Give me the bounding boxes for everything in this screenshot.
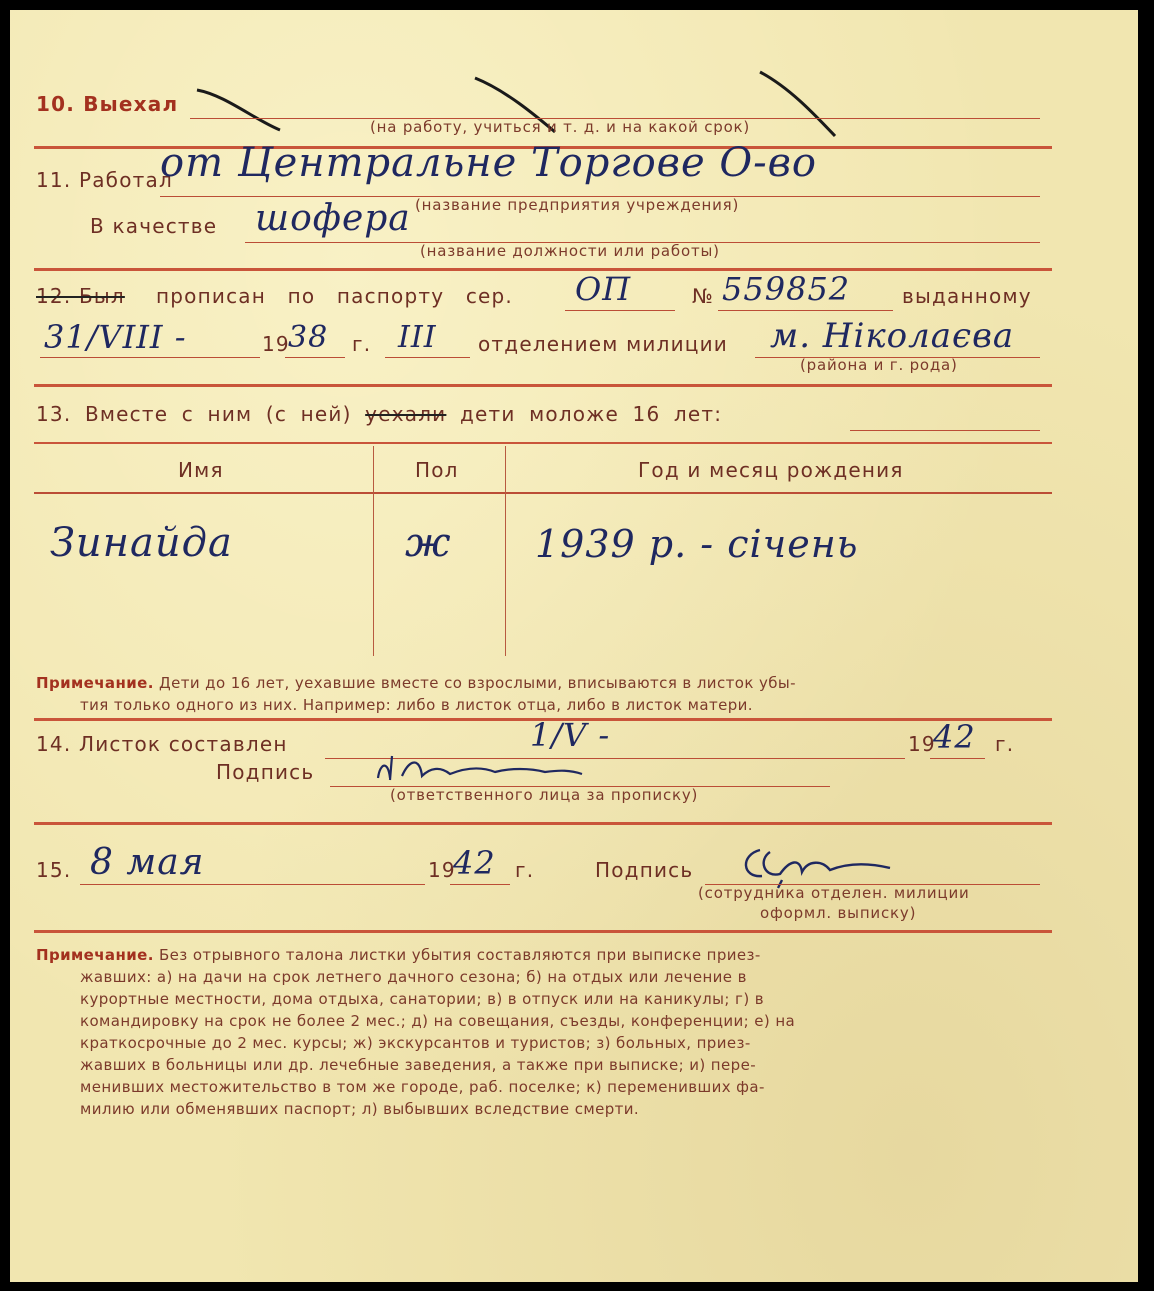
compiled-year: 42 (933, 718, 976, 756)
field-15-caption-2: оформл. выписку) (760, 904, 917, 922)
table-column-divider (373, 446, 374, 656)
number-sign: № (692, 284, 715, 308)
column-sex-header: Пол (415, 458, 459, 482)
field-11-role: шофера (255, 198, 411, 239)
note-2-line-8: милию или обменявших паспорт; л) выбывших вследствие смерти. (80, 1100, 640, 1118)
militia-officer-signature (730, 830, 930, 890)
number-line (718, 310, 893, 311)
table-column-divider (505, 446, 506, 656)
note-2-line-3: курортные местности, дома отдыха, санатории; в) в отпуск или на каникулы; г) в (80, 990, 764, 1008)
field-11-employer: от Центральне Торгове О-во (160, 140, 817, 186)
place-caption: (района и г. рода) (800, 356, 958, 374)
department-line (385, 357, 470, 358)
compiled-year-prefix: 19 (908, 732, 936, 756)
divider (34, 268, 1052, 271)
issue-date: 31/VIII - (44, 318, 187, 356)
child-name: Зинайда (50, 520, 233, 566)
note-2-line-1: Примечание. Без отрывного талона листки убытия составляются при выписке приез- (36, 946, 761, 964)
issue-year-line (285, 357, 345, 358)
issue-date-line (40, 357, 260, 358)
departure-form-sheet (10, 10, 1138, 1282)
child-sex: ж (405, 520, 452, 566)
series-line (565, 310, 675, 311)
divider (34, 384, 1052, 387)
note-2-line-4: командировку на срок не более 2 мес.; д) на совещания, съезды, конференции; е) на (80, 1012, 796, 1030)
field-15-line (80, 884, 425, 885)
field-14-sign-label: Подпись (216, 760, 315, 784)
field-12-label-a: 12. Был (36, 284, 125, 308)
field-10-caption: (на работу, учиться и т. д. и на какой срок) (370, 118, 751, 136)
divider (34, 930, 1052, 933)
field-14-label: 14. Листок составлен (36, 732, 288, 756)
checkout-year-line (450, 884, 510, 885)
field-11-label: 11. Работал (36, 168, 173, 192)
field-15-caption-1: (сотрудника отделен. милиции (698, 884, 970, 902)
column-name-header: Имя (178, 458, 224, 482)
passport-series: ОП (575, 270, 632, 308)
note-2-line-6: жавших в больницы или др. лечебные заведения, а также при выписке; и) пере- (80, 1056, 757, 1074)
checkout-year: 42 (453, 844, 496, 882)
note-1-line-2: тия только одного из них. Например: либо в листок отца, либо в листок матери. (80, 696, 753, 714)
field-13-line (850, 430, 1040, 431)
passport-number: 559852 (722, 270, 851, 308)
militia-label: отделением милиции (478, 332, 729, 356)
field-11-caption: (название предприятия учреждения) (415, 196, 740, 214)
issued-label: выданному (902, 284, 1032, 308)
compiled-year-line (930, 758, 985, 759)
field-12-label-b: прописан по паспорту сер. (156, 284, 513, 308)
field-11-role-label: В качестве (90, 214, 218, 238)
note-2-line-2: жавших: а) на дачи на срок летнего дачного сезона; б) на отдых или лечение в (80, 968, 747, 986)
checkout-year-prefix: 19 (428, 858, 456, 882)
field-10-label: 10. Выехал (36, 92, 179, 116)
compiled-date: 1/V - (530, 716, 611, 754)
note-2-line-7: менивших местожительство в том же городе, раб. поселке; к) переменивших фа- (80, 1078, 765, 1096)
field-15-label: 15. (36, 858, 72, 882)
field-14-caption: (ответственного лица за прописку) (390, 786, 699, 804)
field-15-sign-label: Подпись (595, 858, 694, 882)
issue-year: 38 (288, 320, 329, 355)
field-13-label: 13. Вместе с ним (с ней) уехали дети моложе 16 лет: (36, 402, 723, 426)
column-birth-header: Год и месяц рождения (638, 458, 904, 482)
field-11-role-caption: (название должности или работы) (420, 242, 720, 260)
issue-year-suffix: г. (352, 332, 372, 356)
table-top-border (34, 442, 1052, 444)
compiled-year-suffix: г. (995, 732, 1015, 756)
table-header-border (34, 492, 1052, 494)
checkout-date: 8 мая (90, 842, 205, 883)
militia-department: III (398, 320, 437, 355)
issue-year-prefix: 19 (262, 332, 290, 356)
issue-place: м. Ніколаєва (770, 316, 1015, 356)
note-1-line-1: Примечание. Дети до 16 лет, уехавшие вместе со взрослыми, вписываются в листок убы- (36, 674, 796, 692)
divider (34, 822, 1052, 825)
checkout-year-suffix: г. (515, 858, 535, 882)
child-birth: 1939 р. - січень (535, 522, 859, 566)
note-2-line-5: краткосрочные до 2 мес. курсы; ж) экскурсантов и туристов; з) больных, приез- (80, 1034, 751, 1052)
